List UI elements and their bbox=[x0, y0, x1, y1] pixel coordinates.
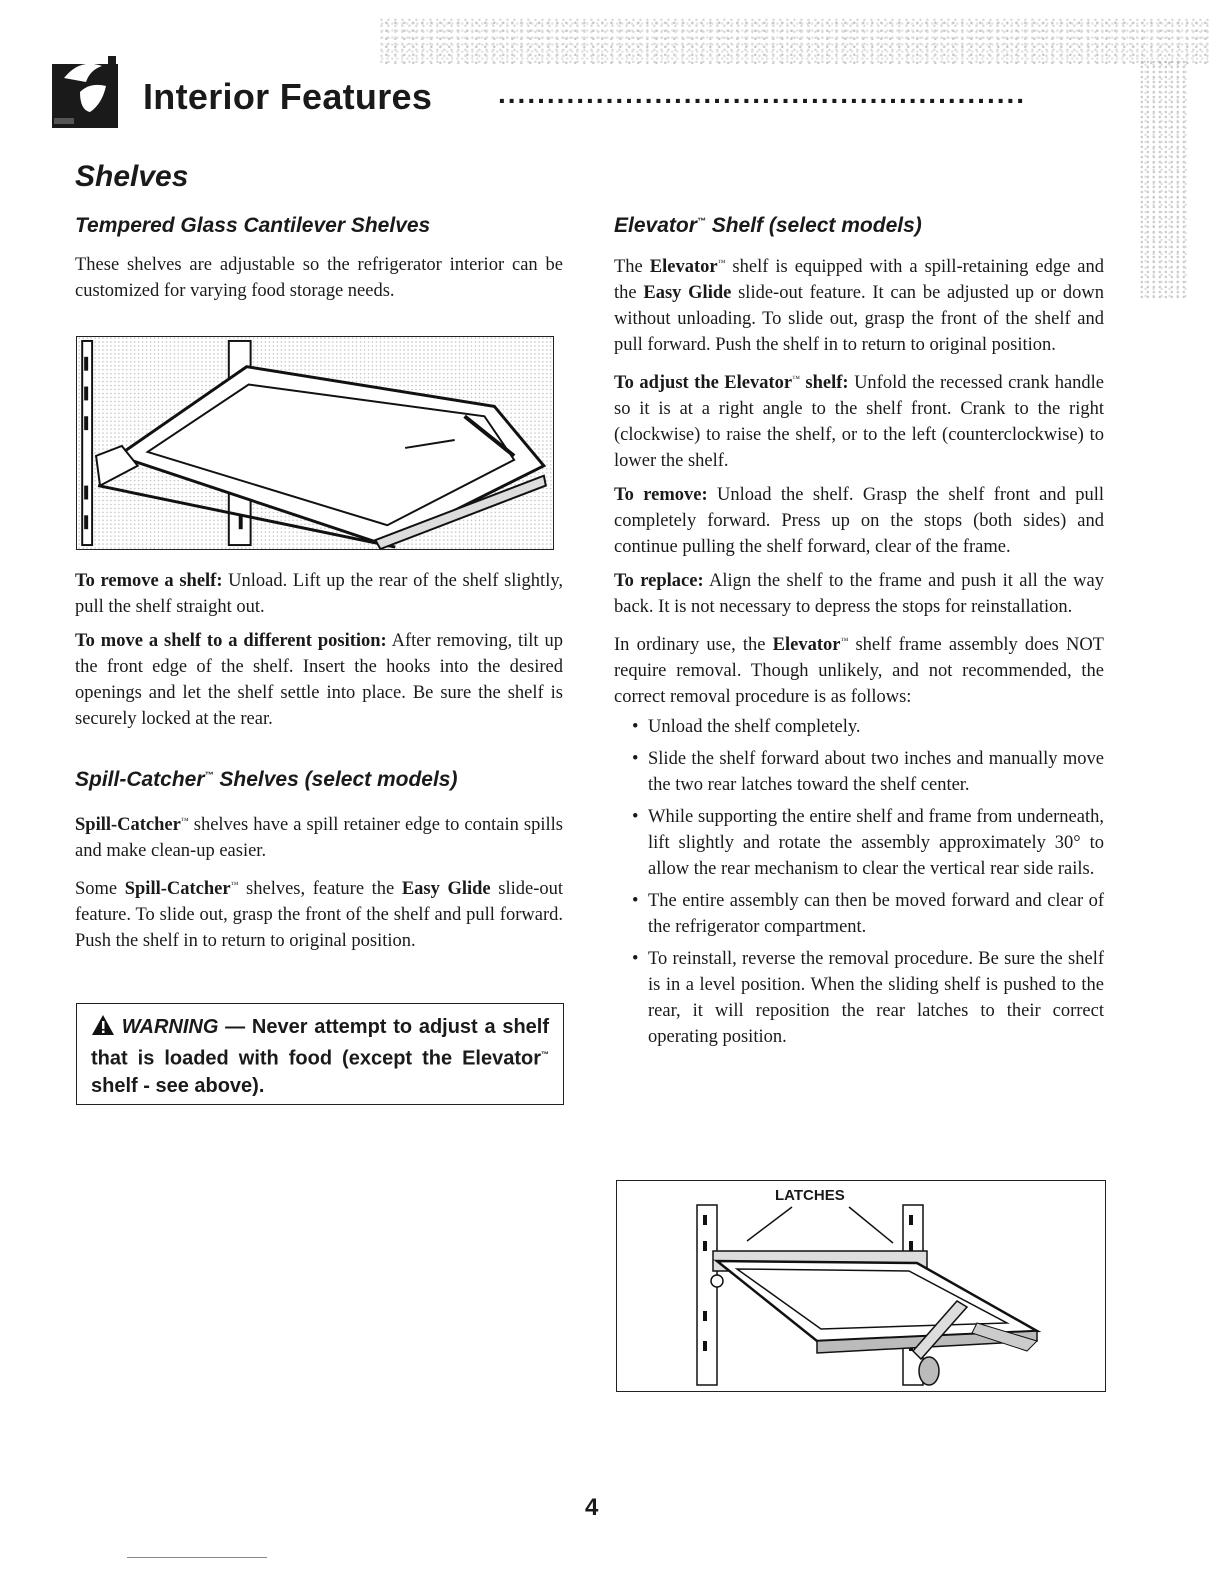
remove-shelf-paragraph bbox=[75, 568, 563, 620]
remove-text: Unload the shelf. Grasp the shelf front and pull completely forward. Press up on the stops (both sides) and continue pulling the shelf forward, clear of the frame. bbox=[614, 485, 1104, 558]
spill-p2-end: slide-out feature. To slide out, grasp the front of the shelf and pull forward. Push the shelf in to return to original position. bbox=[75, 879, 563, 952]
adjust-text: Unfold the recessed crank handle so it is at a right angle to the shelf front. Crank to the right (clockwise) to raise the shelf, or to the left (counterclockwise) to lower the shelf. bbox=[614, 373, 1105, 472]
elevator-p1-end: slide-out feature. It can be adjusted up or down without unloading. To slide out, grasp the front of the shelf and pull forward. Push the shelf in to return to original position. bbox=[614, 283, 1104, 356]
header-texture bbox=[380, 18, 1210, 64]
cantilever-shelf-illustration bbox=[76, 336, 554, 550]
removal-step: • To reinstall, reverse the removal procedure. Be sure the shelf is in a level position. When the sliding shelf is pushed to the rear, it will reposition the rear latches to their correct operating position. bbox=[614, 946, 1104, 1050]
spill-name: Spill-Catcher bbox=[124, 879, 231, 900]
spill-paragraph-2 bbox=[75, 872, 563, 954]
trademark-symbol: ™ bbox=[230, 880, 239, 890]
spill-heading-name: Spill-Catcher bbox=[75, 768, 205, 791]
elevator-p1-mid: shelf is equipped with a spill-retaining edge and the bbox=[614, 257, 1104, 304]
spill-heading-rest: Shelves (select models) bbox=[213, 768, 458, 791]
removal-step: • Slide the shelf forward about two inches and manually move the two rear latches toward the shelf center. bbox=[614, 746, 1104, 798]
remove-shelf-label: To remove a shelf: bbox=[75, 571, 223, 591]
tempered-intro bbox=[75, 252, 563, 312]
trademark-symbol: ™ bbox=[204, 770, 214, 780]
replace-text: Align the shelf to the frame and push it all the way back. It is not necessary to depress the stops for reinstallation. bbox=[614, 571, 1104, 618]
move-shelf-label: To move a shelf to a different position: bbox=[75, 631, 387, 651]
footer-rule bbox=[127, 1557, 267, 1558]
spill-paragraph-1 bbox=[75, 808, 563, 864]
elevator-paragraph-1 bbox=[614, 250, 1104, 358]
elevator-heading-name: Elevator bbox=[614, 214, 697, 237]
remove-label: To remove: bbox=[614, 485, 708, 506]
elevator-shelf-drawing bbox=[617, 1181, 1104, 1390]
ordinary-start: In ordinary use, the bbox=[614, 635, 773, 656]
warning-triangle-icon bbox=[91, 1014, 115, 1036]
side-texture bbox=[1140, 60, 1188, 300]
subheading-spill-catcher bbox=[75, 768, 457, 792]
trademark-symbol: ™ bbox=[792, 374, 800, 384]
remove-elevator-paragraph bbox=[614, 482, 1104, 560]
removal-steps-list bbox=[614, 714, 1104, 1050]
warning-text-2: shelf - see above). bbox=[91, 1074, 265, 1097]
spill-catcher-body bbox=[75, 808, 563, 962]
warning-text-1: — Never attempt to adjust a shelf that is loaded with food (except the Elevator bbox=[91, 1016, 550, 1070]
removal-step: • The entire assembly can then be moved forward and clear of the refrigerator compartment. bbox=[614, 888, 1104, 940]
easy-glide-label: Easy Glide bbox=[401, 879, 491, 900]
tempered-intro-text: These shelves are adjustable so the refrigerator interior can be customized for varying food storage needs. bbox=[75, 255, 563, 301]
refrigerator-logo-icon bbox=[50, 52, 124, 132]
move-shelf-text: After removing, tilt up the front edge of the shelf. Insert the hooks into the desired openings and let the shelf settle into place. Be sure the shelf is securely locked at the rear. bbox=[75, 631, 563, 729]
ordinary-text: shelf frame assembly does NOT require removal. Though unlikely, and not recommended, the correct removal procedure is as follows: bbox=[614, 635, 1104, 708]
adjust-elevator-paragraph bbox=[614, 366, 1104, 474]
spill-p1-text: shelves have a spill retainer edge to contain spills and make clean-up easier. bbox=[75, 815, 563, 862]
trademark-symbol: ™ bbox=[840, 636, 849, 646]
remove-shelf-text: Unload. Lift up the rear of the shelf slightly, pull the shelf straight out. bbox=[75, 571, 564, 617]
adjust-label-end: shelf: bbox=[799, 373, 849, 394]
adjust-label: To adjust the Elevator bbox=[614, 373, 793, 394]
subheading-elevator-shelf bbox=[614, 214, 922, 238]
removal-step: • While supporting the entire shelf and frame from underneath, lift slightly and rotate the assembly approximately 30° to allow the rear mechanism to clear the vertical rear side rails. bbox=[614, 804, 1104, 882]
page-title: Interior Features bbox=[143, 76, 433, 117]
section-heading-shelves: Shelves bbox=[75, 160, 189, 193]
replace-elevator-paragraph bbox=[614, 568, 1104, 620]
elevator-body bbox=[614, 250, 1104, 1056]
spill-p2-mid: shelves, feature the bbox=[238, 879, 402, 900]
page-number: 4 bbox=[585, 1494, 599, 1521]
elevator-heading-rest: Shelf (select models) bbox=[705, 214, 922, 237]
latches-label: LATCHES bbox=[775, 1187, 845, 1204]
ordinary-use-paragraph bbox=[614, 628, 1104, 710]
elevator-p1-start: The bbox=[614, 257, 650, 278]
warning-box bbox=[76, 1003, 564, 1105]
spill-p2-start: Some bbox=[75, 879, 125, 900]
elevator-name: Elevator bbox=[772, 635, 841, 656]
warning-label: WARNING bbox=[121, 1016, 219, 1038]
move-shelf-paragraph bbox=[75, 628, 563, 732]
tempered-instructions bbox=[75, 568, 563, 740]
replace-label: To replace: bbox=[614, 571, 704, 592]
subheading-tempered-glass: Tempered Glass Cantilever Shelves bbox=[75, 214, 431, 237]
elevator-name: Elevator bbox=[649, 257, 718, 278]
trademark-symbol: ™ bbox=[696, 216, 706, 226]
title-leader-dots: ...................................................... bbox=[498, 78, 1027, 108]
trademark-symbol: ™ bbox=[717, 258, 726, 267]
trademark-symbol: ™ bbox=[541, 1050, 549, 1059]
spill-name: Spill-Catcher bbox=[75, 815, 181, 836]
latches-illustration bbox=[616, 1180, 1106, 1392]
easy-glide-label: Easy Glide bbox=[643, 283, 732, 304]
trademark-symbol: ™ bbox=[180, 816, 189, 825]
removal-step: • Unload the shelf completely. bbox=[614, 714, 1104, 740]
